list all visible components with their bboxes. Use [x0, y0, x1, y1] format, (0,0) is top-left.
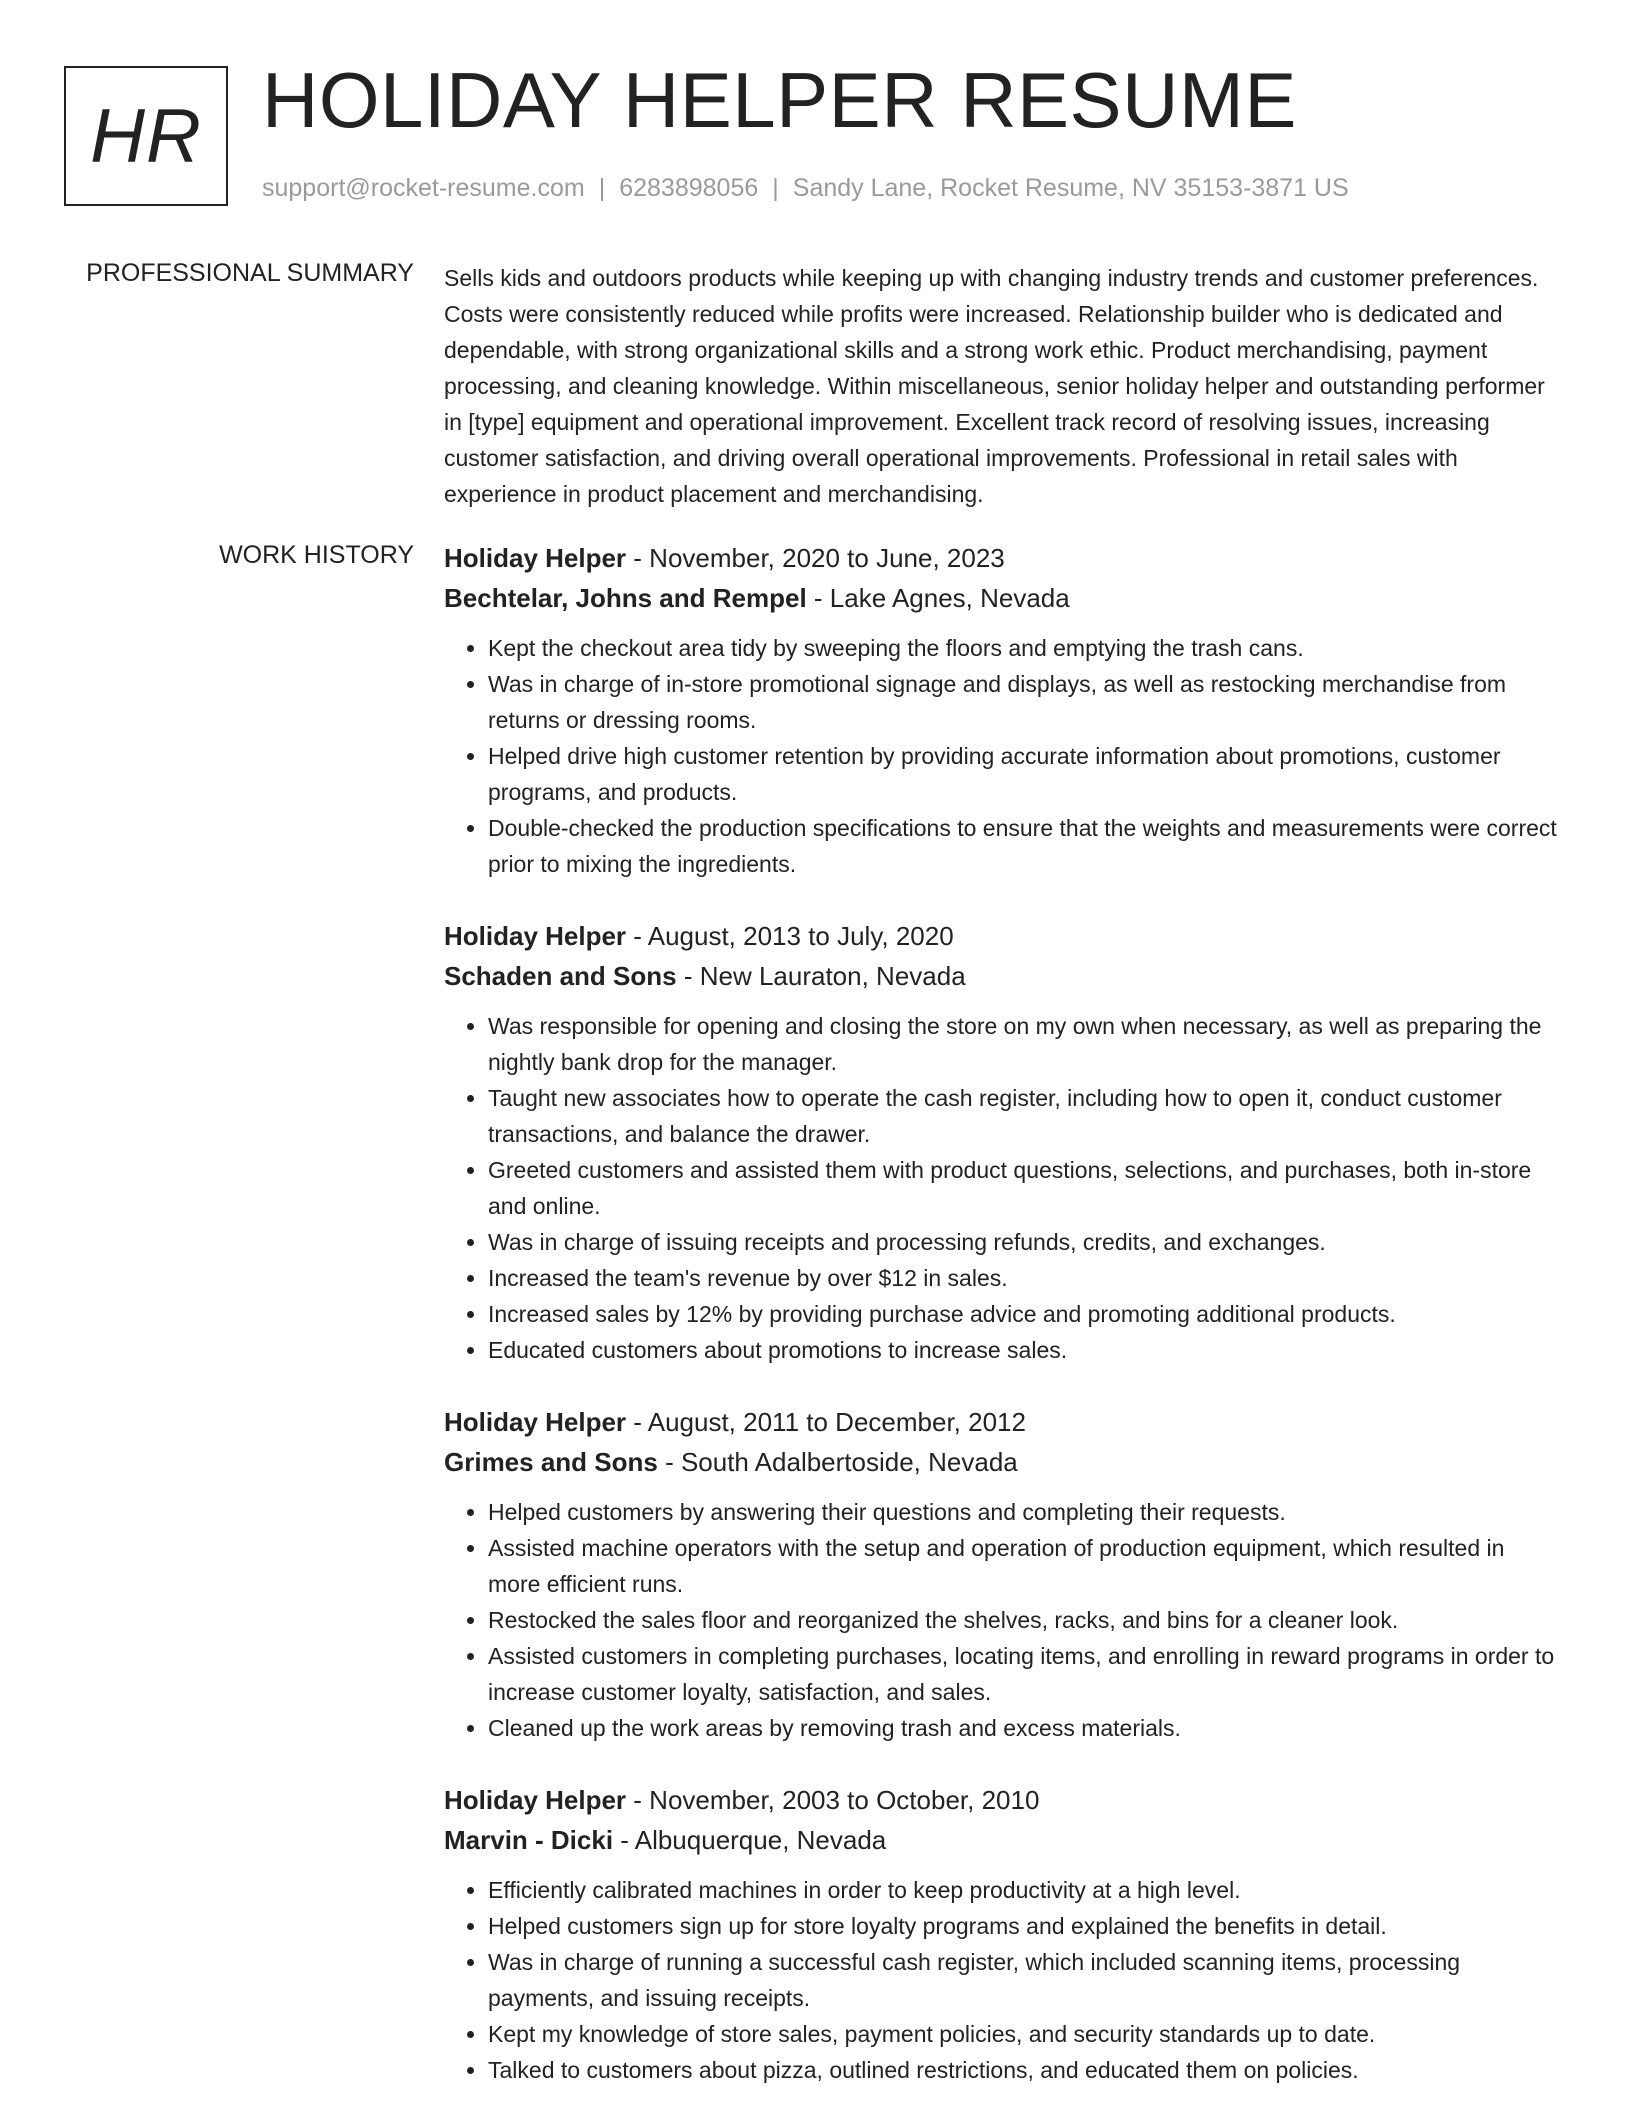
job-company: Marvin - Dicki: [444, 1825, 614, 1855]
job-title: Holiday Helper: [444, 543, 627, 573]
job-bullet-list: [444, 1494, 1560, 1746]
job-title: Holiday Helper: [444, 921, 627, 951]
job-company-line: [444, 1820, 1560, 1860]
job-bullet: • Increased sales by 12% by providing purchase advice and promoting additional products.: [488, 1296, 1560, 1332]
job-bullet: • Greeted customers and assisted them with product questions, selections, and purchases, both in-store and online.: [488, 1152, 1560, 1224]
job-location: - Albuquerque, Nevada: [613, 1825, 887, 1855]
job-bullet: • Assisted machine operators with the setup and operation of production equipment, which resulted in more efficient runs.: [488, 1530, 1560, 1602]
job-bullet: • Efficiently calibrated machines in order to keep productivity at a high level.: [488, 1872, 1560, 1908]
job-bullet: • Helped drive high customer retention by providing accurate information about promotions, customer programs, and products.: [488, 738, 1560, 810]
section-label-summary: PROFESSIONAL SUMMARY: [86, 259, 414, 287]
job-bullet: • Talked to customers about pizza, outlined restrictions, and educated them on policies.: [488, 2052, 1560, 2088]
job-bullet: • Restocked the sales floor and reorganized the shelves, racks, and bins for a cleaner look.: [488, 1602, 1560, 1638]
contact-address: Sandy Lane, Rocket Resume, NV 35153-3871 US: [792, 174, 1349, 202]
job-title-line: [444, 1402, 1560, 1442]
job-bullet: • Kept the checkout area tidy by sweeping the floors and emptying the trash cans.: [488, 630, 1560, 666]
contact-separator: |: [598, 174, 606, 202]
contact-line: [262, 174, 1349, 203]
job-company-line: [444, 1442, 1560, 1482]
job-title-line: [444, 916, 1560, 956]
job-bullet: • Increased the team's revenue by over $12 in sales.: [488, 1260, 1560, 1296]
job-bullet: • Was in charge of in-store promotional signage and displays, as well as restocking merchandise from returns or dressing rooms.: [488, 666, 1560, 738]
job-company: Grimes and Sons: [444, 1447, 658, 1477]
job-company-line: [444, 956, 1560, 996]
job-title-line: [444, 538, 1560, 578]
job-company: Bechtelar, Johns and Rempel: [444, 583, 807, 613]
job-bullet: • Was responsible for opening and closing the store on my own when necessary, as well as preparing the nightly bank drop for the manager.: [488, 1008, 1560, 1080]
job-dates: - November, 2003 to October, 2010: [626, 1785, 1040, 1815]
monogram-logo: HR: [64, 66, 228, 206]
job-entry: [444, 538, 1560, 882]
job-company-line: [444, 578, 1560, 618]
job-entry: [444, 1402, 1560, 1746]
job-bullet: • Assisted customers in completing purchases, locating items, and enrolling in reward programs in order to increase customer loyalty, satisfaction, and sales.: [488, 1638, 1560, 1710]
resume-title: HOLIDAY HELPER RESUME: [262, 56, 1297, 144]
job-bullet: • Taught new associates how to operate the cash register, including how to open it, conduct customer transactions, and balance the drawer.: [488, 1080, 1560, 1152]
job-dates: - August, 2011 to December, 2012: [626, 1407, 1026, 1437]
job-entry: [444, 1780, 1560, 2088]
job-dates: - August, 2013 to July, 2020: [626, 921, 954, 951]
job-dates: - November, 2020 to June, 2023: [626, 543, 1005, 573]
contact-separator: |: [772, 174, 779, 202]
job-bullet-list: [444, 1872, 1560, 2088]
job-location: - New Lauraton, Nevada: [676, 961, 966, 991]
job-location: - Lake Agnes, Nevada: [806, 583, 1070, 613]
job-bullet: • Was in charge of running a successful cash register, which included scanning items, processing payments, and issuing receipts.: [488, 1944, 1560, 2016]
work-history-body: [444, 538, 1560, 2122]
job-bullet: • Helped customers sign up for store loyalty programs and explained the benefits in detail.: [488, 1908, 1560, 1944]
job-entry: [444, 916, 1560, 1368]
job-bullet: • Was in charge of issuing receipts and processing refunds, credits, and exchanges.: [488, 1224, 1560, 1260]
job-title: Holiday Helper: [444, 1785, 627, 1815]
job-location: - South Adalbertoside, Nevada: [657, 1447, 1018, 1477]
summary-text: Sells kids and outdoors products while keeping up with changing industry trends and customer preferences. Costs were consistently reduced while profits were increased. Relationship builder who is dedicated and dependable, with strong organizational skills and a strong work ethic. Product merchandising, payment processing, and cleaning knowledge. Within miscellaneous, senior holiday helper and outstanding performer in [type] equipment and operational improvement. Excellent track record of resolving issues, increasing customer satisfaction, and driving overall operational improvements. Professional in retail sales with experience in product placement and merchandising.: [444, 265, 1545, 507]
contact-email: support@rocket-resume.com: [262, 174, 585, 202]
contact-phone: 6283898056: [619, 174, 759, 202]
job-bullet: • Double-checked the production specifications to ensure that the weights and measurements were correct prior to mixing the ingredients.: [488, 810, 1560, 882]
job-bullet-list: [444, 1008, 1560, 1368]
job-bullet: • Cleaned up the work areas by removing trash and excess materials.: [488, 1710, 1560, 1746]
job-title: Holiday Helper: [444, 1407, 627, 1437]
job-bullet-list: [444, 630, 1560, 882]
section-label-work-history: WORK HISTORY: [219, 541, 414, 569]
summary-body: [444, 260, 1560, 512]
job-bullet: • Helped customers by answering their questions and completing their requests.: [488, 1494, 1560, 1530]
job-company: Schaden and Sons: [444, 961, 677, 991]
job-title-line: [444, 1780, 1560, 1820]
job-bullet: • Kept my knowledge of store sales, payment policies, and security standards up to date.: [488, 2016, 1560, 2052]
job-bullet: • Educated customers about promotions to increase sales.: [488, 1332, 1560, 1368]
